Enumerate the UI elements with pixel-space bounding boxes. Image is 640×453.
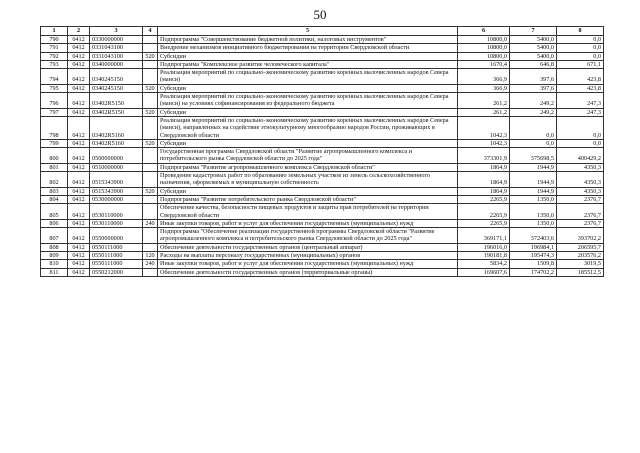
table-row [41, 243, 604, 251]
table-row [41, 195, 604, 203]
amount-year-1: 10800,0 [458, 52, 510, 60]
amount-year-3: 0,0 [557, 139, 604, 147]
row-number: 793 [41, 60, 68, 68]
row-number: 791 [41, 44, 68, 52]
item-name: Реализация мероприятий по социально-экономическому развитию коренных малочисленных народов Севера (манси), направленных на содействие этнокультурному многообразию народов России, проживающих в Свердловской области [158, 116, 458, 139]
amount-year-1: 196016,0 [458, 243, 510, 251]
table-row [41, 60, 604, 68]
target-code: 03402R5160 [90, 116, 143, 139]
section-code: 0412 [68, 60, 90, 68]
expense-type [143, 243, 158, 251]
expense-type [143, 204, 158, 220]
header-col-2: 2 [68, 27, 90, 36]
item-name: Иные закупки товаров, работ и услуг для обеспечения государственных (муниципальных) нужд [158, 219, 458, 227]
amount-year-3: 0,0 [557, 44, 604, 52]
section-code: 0412 [68, 204, 90, 220]
amount-year-3: 2376,7 [557, 219, 604, 227]
amount-year-3: 4350,3 [557, 187, 604, 195]
amount-year-1: 1042,3 [458, 139, 510, 147]
amount-year-2: 5400,0 [510, 52, 557, 60]
table-row [41, 148, 604, 164]
header-col-7: 7 [510, 27, 557, 36]
expense-type [143, 69, 158, 85]
section-code: 0412 [68, 228, 90, 244]
expense-type [143, 36, 158, 44]
amount-year-1: 369171,1 [458, 228, 510, 244]
expense-type: 520 [143, 84, 158, 92]
row-number: 802 [41, 172, 68, 188]
target-code: 0500000000 [90, 148, 143, 164]
header-col-8: 8 [557, 27, 604, 36]
header-col-6: 6 [458, 27, 510, 36]
header-col-4: 4 [143, 27, 158, 36]
item-name: Подпрограмма "Совершенствование бюджетной политики, налоговых инструментов" [158, 36, 458, 44]
section-code: 0412 [68, 163, 90, 171]
row-number: 804 [41, 195, 68, 203]
amount-year-1: 10800,0 [458, 36, 510, 44]
item-name: Обеспечение деятельности государственных органов (центральный аппарат) [158, 243, 458, 251]
amount-year-2: 249,2 [510, 108, 557, 116]
table-row [41, 268, 604, 276]
expense-type: 520 [143, 139, 158, 147]
amount-year-2: 5400,0 [510, 44, 557, 52]
item-name: Субсидии [158, 187, 458, 195]
target-code: 0530110000 [90, 204, 143, 220]
target-code: 0340245150 [90, 69, 143, 85]
amount-year-3: 423,8 [557, 69, 604, 85]
amount-year-3: 247,3 [557, 93, 604, 109]
table-row [41, 139, 604, 147]
amount-year-2: 1944,9 [510, 187, 557, 195]
section-code: 0412 [68, 195, 90, 203]
amount-year-1: 366,9 [458, 84, 510, 92]
target-code: 0510000000 [90, 163, 143, 171]
amount-year-1: 5834,2 [458, 260, 510, 268]
amount-year-3: 4350,3 [557, 172, 604, 188]
item-name: Субсидии [158, 52, 458, 60]
table-row [41, 36, 604, 44]
amount-year-3: 0,0 [557, 116, 604, 139]
amount-year-1: 1864,9 [458, 172, 510, 188]
target-code: 0550111000 [90, 260, 143, 268]
target-code: 0340000000 [90, 60, 143, 68]
table-header-row [41, 27, 604, 36]
amount-year-1: 261,2 [458, 93, 510, 109]
section-code: 0412 [68, 268, 90, 276]
table-row [41, 69, 604, 85]
target-code: 0330000000 [90, 36, 143, 44]
item-name: Иные закупки товаров, работ и услуг для обеспечения государственных (муниципальных) нужд [158, 260, 458, 268]
amount-year-2: 372403,6 [510, 228, 557, 244]
amount-year-2: 646,8 [510, 60, 557, 68]
table-row [41, 93, 604, 109]
table-row [41, 108, 604, 116]
amount-year-1: 1864,9 [458, 163, 510, 171]
row-number: 803 [41, 187, 68, 195]
header-col-1: 1 [41, 27, 68, 36]
item-name: Проведение кадастровых работ по образованию земельных участков из земель сельскохозяйственного назначения, оформляемых в муниципальную собственность [158, 172, 458, 188]
item-name: Государственная программа Свердловской области "Развитие агропромышленного комплекса и потребительского рынка Свердловской области до 2025 года" [158, 148, 458, 164]
amount-year-1: 366,9 [458, 69, 510, 85]
amount-year-2: 375698,5 [510, 148, 557, 164]
amount-year-3: 0,0 [557, 52, 604, 60]
row-number: 811 [41, 268, 68, 276]
section-code: 0412 [68, 148, 90, 164]
amount-year-3: 0,0 [557, 36, 604, 44]
section-code: 0412 [68, 44, 90, 52]
amount-year-3: 671,1 [557, 60, 604, 68]
amount-year-2: 0,0 [510, 139, 557, 147]
target-code: 0530110000 [90, 219, 143, 227]
row-number: 807 [41, 228, 68, 244]
item-name: Обеспечение деятельности государственных органов (территориальные органы) [158, 268, 458, 276]
row-number: 810 [41, 260, 68, 268]
target-code: 0515343900 [90, 172, 143, 188]
row-number: 801 [41, 163, 68, 171]
amount-year-3: 400429,2 [557, 148, 604, 164]
amount-year-2: 195474,3 [510, 252, 557, 260]
amount-year-1: 2265,9 [458, 195, 510, 203]
page-number: 50 [313, 7, 327, 22]
item-name: Расходы на выплаты персоналу государственных (муниципальных) органов [158, 252, 458, 260]
amount-year-1: 169607,6 [458, 268, 510, 276]
expense-type: 240 [143, 219, 158, 227]
amount-year-2: 5400,0 [510, 36, 557, 44]
target-code: 0331043100 [90, 44, 143, 52]
amount-year-1: 1670,4 [458, 60, 510, 68]
amount-year-1: 1864,9 [458, 187, 510, 195]
item-name: Подпрограмма "Развитие потребительского рынка Свердловской области" [158, 195, 458, 203]
section-code: 0412 [68, 52, 90, 60]
amount-year-2: 1350,0 [510, 195, 557, 203]
section-code: 0412 [68, 36, 90, 44]
table-row [41, 204, 604, 220]
amount-year-3: 3019,5 [557, 260, 604, 268]
expense-type [143, 163, 158, 171]
amount-year-1: 2265,9 [458, 219, 510, 227]
target-code: 0550111000 [90, 252, 143, 260]
row-number: 792 [41, 52, 68, 60]
amount-year-2: 1509,8 [510, 260, 557, 268]
target-code: 0340245150 [90, 84, 143, 92]
item-name: Реализация мероприятий по социально-экономическому развитию коренных малочисленных народов Севера (манси) на условиях софинансирования из федерального бюджета [158, 93, 458, 109]
row-number: 794 [41, 69, 68, 85]
amount-year-3: 203576,2 [557, 252, 604, 260]
budget-table [40, 26, 604, 277]
amount-year-2: 249,2 [510, 93, 557, 109]
target-code: 0331043100 [90, 52, 143, 60]
amount-year-2: 174702,2 [510, 268, 557, 276]
section-code: 0412 [68, 93, 90, 109]
expense-type [143, 268, 158, 276]
table-row [41, 163, 604, 171]
target-code: 0550111000 [90, 243, 143, 251]
section-code: 0412 [68, 260, 90, 268]
amount-year-2: 397,6 [510, 84, 557, 92]
amount-year-1: 373301,9 [458, 148, 510, 164]
amount-year-1: 261,2 [458, 108, 510, 116]
expense-type: 520 [143, 187, 158, 195]
table-row [41, 219, 604, 227]
amount-year-2: 1350,0 [510, 204, 557, 220]
row-number: 809 [41, 252, 68, 260]
table-row [41, 260, 604, 268]
expense-type [143, 93, 158, 109]
row-number: 796 [41, 93, 68, 109]
section-code: 0412 [68, 108, 90, 116]
target-code: 0550212000 [90, 268, 143, 276]
row-number: 805 [41, 204, 68, 220]
target-code: 03402R5150 [90, 93, 143, 109]
row-number: 808 [41, 243, 68, 251]
expense-type [143, 228, 158, 244]
section-code: 0412 [68, 243, 90, 251]
header-col-3: 3 [90, 27, 143, 36]
amount-year-1: 10800,0 [458, 44, 510, 52]
item-name: Реализация мероприятий по социально-экономическому развитию коренных малочисленных народов Севера (манси) [158, 69, 458, 85]
table-row [41, 116, 604, 139]
table-row [41, 228, 604, 244]
item-name: Субсидии [158, 84, 458, 92]
amount-year-3: 206595,7 [557, 243, 604, 251]
table-row [41, 52, 604, 60]
table-row [41, 172, 604, 188]
section-code: 0412 [68, 69, 90, 85]
expense-type [143, 116, 158, 139]
row-number: 800 [41, 148, 68, 164]
amount-year-2: 0,0 [510, 116, 557, 139]
header-col-5: 5 [158, 27, 458, 36]
item-name: Подпрограмма "Комплексное развитие человеческого капитала" [158, 60, 458, 68]
target-code: 03402R5160 [90, 139, 143, 147]
amount-year-2: 196984,1 [510, 243, 557, 251]
row-number: 790 [41, 36, 68, 44]
amount-year-2: 1944,9 [510, 163, 557, 171]
amount-year-1: 1042,3 [458, 116, 510, 139]
amount-year-2: 1350,0 [510, 219, 557, 227]
expense-type [143, 148, 158, 164]
amount-year-1: 2265,9 [458, 204, 510, 220]
expense-type [143, 44, 158, 52]
row-number: 795 [41, 84, 68, 92]
amount-year-3: 4350,3 [557, 163, 604, 171]
section-code: 0412 [68, 187, 90, 195]
section-code: 0412 [68, 116, 90, 139]
expense-type [143, 195, 158, 203]
item-name: Внедрение механизмов инициативного бюджетирования на территории Свердловской области [158, 44, 458, 52]
row-number: 797 [41, 108, 68, 116]
section-code: 0412 [68, 252, 90, 260]
expense-type: 240 [143, 260, 158, 268]
expense-type: 520 [143, 108, 158, 116]
table-row [41, 187, 604, 195]
table-row [41, 44, 604, 52]
row-number: 806 [41, 219, 68, 227]
row-number: 799 [41, 139, 68, 147]
section-code: 0412 [68, 84, 90, 92]
target-code: 0550000000 [90, 228, 143, 244]
table-row [41, 84, 604, 92]
target-code: 0530000000 [90, 195, 143, 203]
item-name: Подпрограмма "Обеспечение реализации государственной программы Свердловской области "Развитие агропромышленного комплекса и потребительского рынка Свердловской области до 2025 года" [158, 228, 458, 244]
expense-type [143, 60, 158, 68]
amount-year-3: 393702,2 [557, 228, 604, 244]
item-name: Обеспечение качества, безопасности пищевых продуктов и защиты прав потребителей на территории Свердловской области [158, 204, 458, 220]
amount-year-3: 247,3 [557, 108, 604, 116]
amount-year-3: 423,8 [557, 84, 604, 92]
row-number: 798 [41, 116, 68, 139]
expense-type: 520 [143, 52, 158, 60]
amount-year-2: 1944,9 [510, 172, 557, 188]
expense-type [143, 172, 158, 188]
table-row [41, 252, 604, 260]
section-code: 0412 [68, 172, 90, 188]
section-code: 0412 [68, 139, 90, 147]
item-name: Подпрограмма "Развитие агропромышленного комплекса Свердловской области" [158, 163, 458, 171]
amount-year-2: 397,6 [510, 69, 557, 85]
target-code: 03402R5150 [90, 108, 143, 116]
expense-type: 120 [143, 252, 158, 260]
amount-year-1: 190181,8 [458, 252, 510, 260]
item-name: Субсидии [158, 139, 458, 147]
section-code: 0412 [68, 219, 90, 227]
amount-year-3: 2376,7 [557, 195, 604, 203]
amount-year-3: 185512,5 [557, 268, 604, 276]
item-name: Субсидии [158, 108, 458, 116]
target-code: 0515343900 [90, 187, 143, 195]
amount-year-3: 2376,7 [557, 204, 604, 220]
